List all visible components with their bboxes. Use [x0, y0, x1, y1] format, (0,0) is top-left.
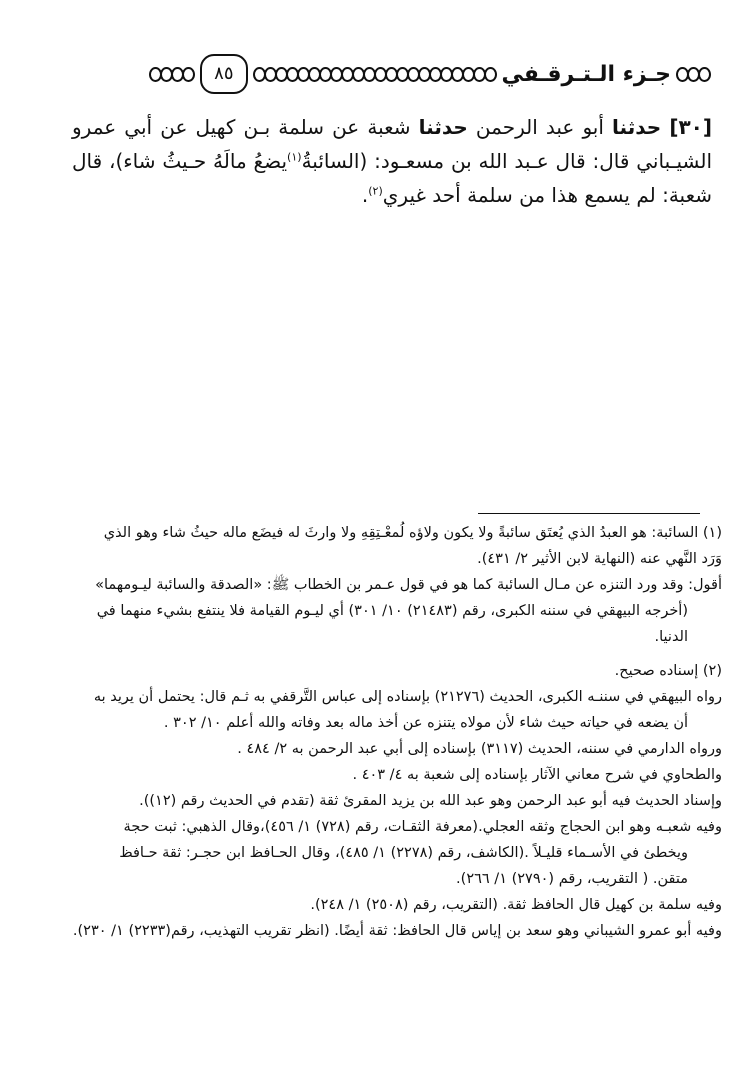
- ornament-loop: [160, 67, 173, 82]
- ornament-left: [150, 67, 194, 82]
- text-segment: شعبة عن سلمة بـن كهيل عن أبي عمرو الشيـباني قال: قال عـبد الله بن مسعـود: (السائبةُ: [72, 115, 713, 173]
- footnote-line: (١) السائبة: هو العبدُ الذي يُعتَق سائبةً ولا يكون ولاؤه لُمعْـتِقِهِ ولا وارثَ له فيضَع ماله حيثُ شاء وهو الذي: [103, 525, 722, 541]
- narration-word: حدثنا: [612, 115, 662, 139]
- footnote-line: ويخطئ في الأسـماء قليـلاً .(الكاشف، رقم (٢٢٧٨) ١/ ٤٨٥)، وقال الحـافظ ابن حجـر: ثقة حـافظ: [119, 845, 688, 861]
- narration-word: حدثنا: [418, 115, 468, 139]
- text-segment: يضعُ مالَهُ حـيثُ شاء)، قال شعبة: لم يسمع هذا من سلمة أحد غيري: [72, 149, 712, 207]
- ornament-loop: [182, 67, 195, 82]
- footnote-separator: [478, 513, 700, 514]
- footnote-1: [70, 520, 722, 650]
- footnote-line: ورواه الدارمي في سننه، الحديث (٣١١٧) بإسناده إلى أبي عبد الرحمن به ٢/ ٤٨٤ .: [237, 741, 722, 757]
- text-segment: .: [361, 183, 369, 207]
- footnote-line: وإسناد الحديث فيه أبو عبد الرحمن وهو عبد الله بن يزيد المقرئ ثقة (تقدم في الحديث رقم (١٢)).: [139, 793, 722, 809]
- running-title: جـزء الـتـرقـفي: [501, 61, 671, 87]
- ornament-loop: [253, 67, 266, 82]
- page-number: ٨٥: [200, 54, 247, 94]
- footnote-line: أقول: وقد ورد التنزه عن مـال السائبة كما هو في قول عـمر بن الخطاب ﷺ: «الصدقة والسائبة ليـومهما»: [95, 577, 722, 593]
- footnote-line: أن يضعه في حياته حيث شاء لأن مولاه يتنزه عن أخذ ماله بعد وفاته والله أعلم ١٠/ ٣٠٢ .: [163, 715, 688, 731]
- ornament-right: [677, 67, 710, 82]
- footnotes: [70, 520, 722, 952]
- footnote-ref: (٢): [368, 184, 383, 198]
- footnote-ref: (١): [287, 150, 302, 164]
- footnote-line: رواه البيهقي في سننـه الكبرى، الحديث (٢١٢٧٦) بإسناده إلى عباس التَّرقفي به ثـم قال: يحتمل أن يريد به: [93, 689, 722, 705]
- footnote-line: (٢) إسناده صحيح.: [614, 663, 722, 679]
- ornament-middle: [254, 67, 496, 82]
- ornament-loop: [149, 67, 162, 82]
- hadith-text: [72, 110, 712, 212]
- footnote-line: وفيه سلمة بن كهيل قال الحافظ ثقة. (التقريب، رقم (٢٥٠٨) ١/ ٢٤٨).: [310, 897, 722, 913]
- footnote-line: وفيه أبو عمرو الشيباني وهو سعد بن إياس قال الحافظ: ثقة أيضًا. (انظر تقريب التهذيب، رقم(٢٢٣٣) ١/ ٢٣٠).: [72, 923, 722, 939]
- ornament-loop: [676, 67, 689, 82]
- footnote-line: وفيه شعبـه وهو ابن الحجاج وثقه العجلي.(معرفة الثقـات، رقم (٧٢٨) ١/ ٤٥٦)،وقال الذهبي: ثبت حجة: [123, 819, 722, 835]
- footnote-line: والطحاوي في شرح معاني الآثار بإسناده إلى شعبة به ٤/ ٤٠٣ .: [352, 767, 722, 783]
- footnote-2: [70, 658, 722, 944]
- text-segment: أبو عبد الرحمن: [475, 115, 604, 139]
- footnote-line: وَرَد النَّهي عنه (النهاية لابن الأثير ٢/ ٤٣١).: [477, 551, 722, 567]
- footnote-line: الدنيا.: [654, 629, 688, 645]
- ornament-loop: [171, 67, 184, 82]
- footnote-line: (أخرجه البيهقي في سننه الكبرى، رقم (٢١٤٨٣) ١٠/ ٣٠١) أي ليـوم القيامة فلا ينتفع بشيء منهما في: [96, 603, 688, 619]
- footnote-line: متقن. ( التقريب، رقم (٢٧٩٠) ١/ ٢٦٦).: [456, 871, 688, 887]
- page-header: [70, 50, 710, 98]
- hadith-number: [٣٠]: [669, 115, 713, 139]
